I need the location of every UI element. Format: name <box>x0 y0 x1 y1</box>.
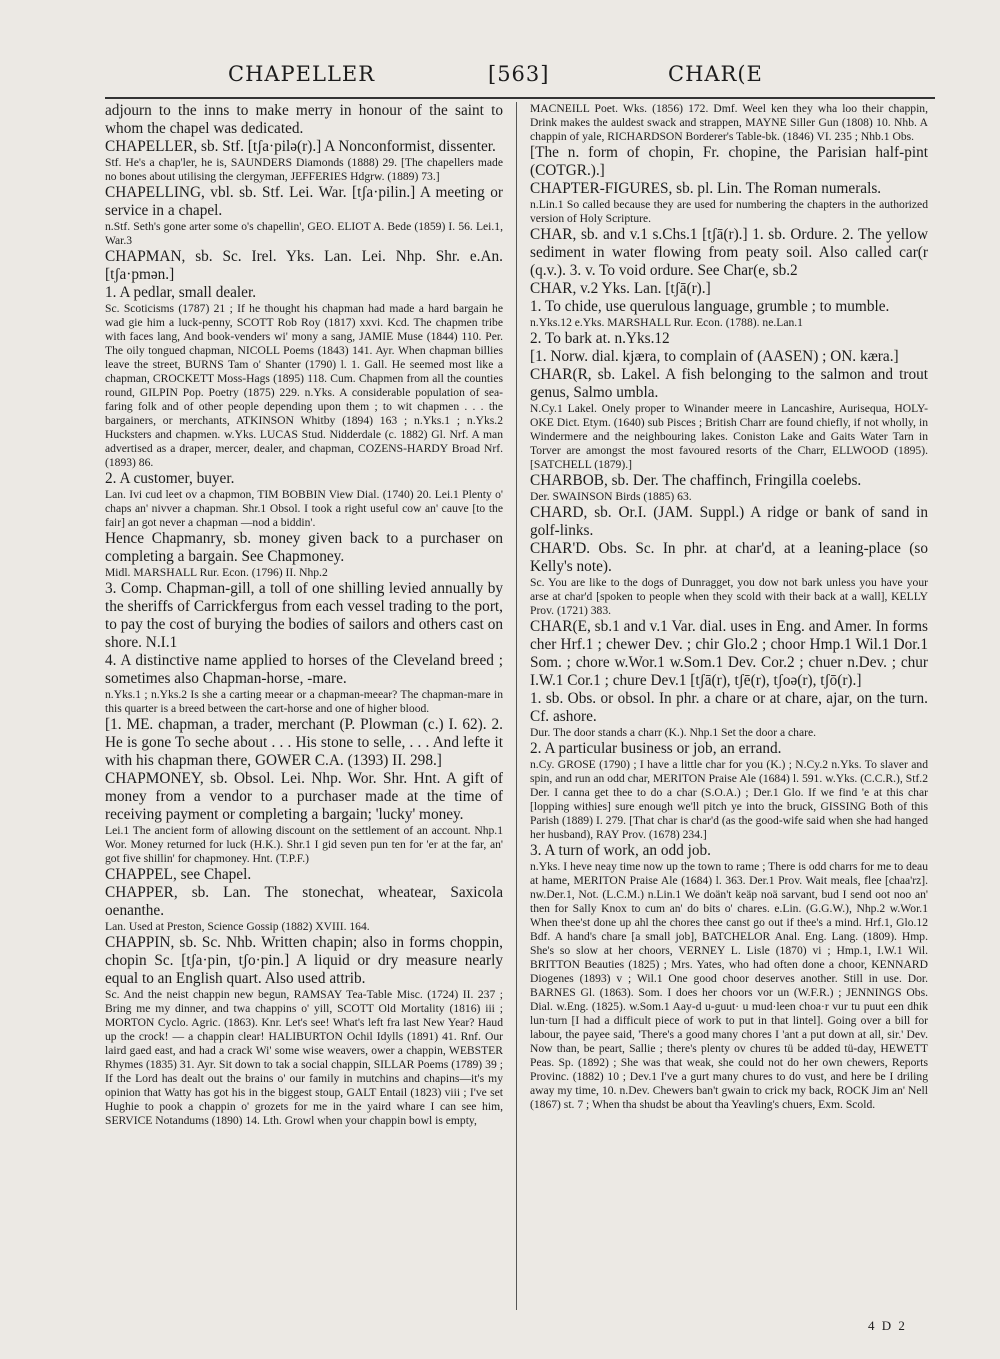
citation-text: N.Cy.1 Lakel. Onely proper to Winander meere in Lancashire, Aurisequa, HOLY-OKE Dict. Etym. (1640) sub Pisces ; British Charr are found chiefly, if not wholly, in Windermere and the neighbouring lakes. Coniston Lake and Gaits Water Tarn in Torver are amongst the most favoured resorts of the Charr, ELLWOOD (1895). [SATCHELL (1879).] <box>530 402 928 471</box>
entry-text: 1. A pedlar, small dealer. <box>105 284 257 301</box>
citation-text: n.Stf. Seth's gone arter some o's chapellin', GEO. ELIOT A. Bede (1859) I. 56. Lei.1, War.3 <box>105 220 503 247</box>
citation-text: Dur. The door stands a charr (K.). Nhp.1 Set the door a chare. <box>530 726 816 739</box>
entry-text: CHAPELLER, sb. Stf. [tʃa·pilə(r).] A Nonconformist, dissenter. <box>105 138 496 155</box>
entry-text: CHAPPEL, see Chapel. <box>105 866 252 883</box>
entry-text: CHAPPIN, sb. Sc. Nhb. Written chapin; also in forms choppin, chopin Sc. [tʃa·pin, tʃo·pin.] A liquid or dry measure nearly equal to an English quart. Also used attrib. <box>105 934 503 987</box>
citation-text: n.Yks. I heve neay time now up the town to rame ; There is odd charrs for me to deau at hame, MERITON Praise Ale (1684) l. 363. Der.1 Prov. Wait meals, flee [chaa'rz]. nw.Der.1, Not. (L.C.M.) n.Lin.1 We doän't keäp noä sarvant, bud I send oot noo an' then for Sally Knox to cum an' do bits o' chares. e.Lin. (G.G.W.), Nhp.2 w.Wor.1 When thee'st done up ahl the chores thee canst go out if thee's a mind. Hrf.1, Glo.12 Bdf. A hand's chare [a small job], BATCHELOR Anal. Eng. Lang. (1809). Hmp. She's so slow at her choors, VERNEY L. Lisle (1870) vi ; Hmp.1, I.W.1 Wil. BRITTON Beauties (1825) ; Mrs. Yates, who had often done a choor, KENNARD Diogenes (1893) v ; Wil.1 One good choor deserves another. Still in use. Dor. BARNES Gl. (1863). Som. I does her choors vor un (W.F.R.) ; JENNINGS Obs. Dial. w.Eng. (1825). w.Som.1 Aay-d u-guut· u mud·leen choa·r vur tu puut een dhik lun·turn [I had a difficult piece of work to put in that lintel]. Going over a bill for labour, the payee said, 'There's a good many chores I 'ant a put down at all, sir.' Dev. Now than, be peart, Sallie ; there's plenty ov chures tü be added tü-day, HEWETT Peas. Sp. (1892) ; She was that weak, she could not do her own chewers, Reports Provinc. (1882) 10 ; Dev.1 I've a gurt many chures to do vust, and here be I driling away my time, 10. n.Dev. Chewers ban't gwain to crick my back, ROCK Jim an' Nell (1867) st. 7 ; When tha shudst be about tha Yeavling's chuers, Exm. Scold. <box>530 860 928 1111</box>
entry-text: adjourn to the inns to make merry in honour of the saint to whom the chapel was dedicated. <box>105 102 503 137</box>
entry-text: 3. Comp. Chapman-gill, a toll of one shilling levied annually by the sheriffs of Carrickfergus from each vessel trading to the port, to pay the cost of burying the bodies of sailors and others cast on shore. N.I.1 <box>105 580 503 651</box>
citation-text: n.Yks.1 ; n.Yks.2 Is she a carting meear or a chapman-meear? The chapman-mare in this quarter is a breed between the cart-horse and one of higher blood. <box>105 688 503 715</box>
header-rule <box>105 97 935 99</box>
entry-text: 2. A particular business or job, an errand. <box>530 740 782 757</box>
entry-text: Hence Chapmanry, sb. money given back to a purchaser on completing a bargain. See Chapmoney. <box>105 530 503 565</box>
citation-text: n.Lin.1 So called because they are used for numbering the chapters in the authorized version of Holy Scripture. <box>530 198 928 225</box>
entry-text: CHAPMAN, sb. Sc. Irel. Yks. Lan. Lei. Nhp. Shr. e.An. [tʃa·pmən.] <box>105 248 503 283</box>
citation-text: Lan. Used at Preston, Science Gossip (1882) XVIII. 164. <box>105 920 370 933</box>
left-column <box>105 102 503 1312</box>
citation-text: Sc. Scoticisms (1787) 21 ; If he thought his chapman had made a hard bargain he wad gie him a luck-penny, SCOTT Rob Roy (1817) xxvi. Kcd. The chapmen tribe with faces lang, And book-venders wi' mony a sang, JAMIE Muse (1844) 110. Per. The oily tongued chapman, NICOLL Poems (1843) 141. Ayr. When chapman billies leave the street, BURNS Tam o' Shanter (1790) l. 1. Gall. He seemed most like a chapman, CROCKETT Moss-Hags (1895) 118. Cum. Chapmen from all the counties round, GILPIN Pop. Poetry (1875) 229. n.Yks. A considerable population of sea-faring folk and of other people depending upon them ; to wit chapmen . . . the bargainers, or merchants, ATKINSON Whitby (1894) 163 ; n.Yks.1 ; n.Yks.2 Hucksters and chapmen. w.Yks. LUCAS Stud. Nidderdale (c. 1882) Gl. Nrf. A man advertised as a draper, mercer, dealer, and chapman, COZENS-HARDY Broad Nrf. (1893) 86. <box>105 302 503 469</box>
entry-text: CHAR, v.2 Yks. Lan. [tʃā(r).] <box>530 280 711 297</box>
entry-text: 1. sb. Obs. or obsol. In phr. a chare or at chare, ajar, on the turn. Cf. ashore. <box>530 690 928 725</box>
entry-text: CHAPELLING, vbl. sb. Stf. Lei. War. [tʃa·pilin.] A meeting or service in a chapel. <box>105 184 503 219</box>
entry-text: CHAR(E, sb.1 and v.1 Var. dial. uses in Eng. and Amer. In forms cher Hrf.1 ; chewer Dev. ; chir Glo.2 ; choor Hmp.1 Wil.1 Dor.1 Som. ; chore w.Wor.1 w.Som.1 Dev. Cor.2 ; chuer n.Dev. ; chur I.W.1 Cor.1 ; chure Dev.1 [tʃā(r), tʃē(r), tʃoə(r), tʃō(r).] <box>530 618 928 689</box>
header-left-headword: CHAPELLER <box>228 62 376 86</box>
entry-text: 2. To bark at. n.Yks.12 <box>530 330 670 347</box>
entry-text: CHAPTER-FIGURES, sb. pl. Lin. The Roman numerals. <box>530 180 882 197</box>
citation-text: Sc. You are like to the dogs of Dunragget, you dow not bark unless you have your arse at char'd [spoken to people when they scold with their back at a wall], KELLY Prov. (1721) 383. <box>530 576 928 617</box>
signature-mark: 4 D 2 <box>868 1318 907 1333</box>
citation-text: MACNEILL Poet. Wks. (1856) 172. Dmf. Weel ken they wha loo their chappin, Drink makes the auldest swack and strappen, MAYNE Siller Gun (1808) 10. Nhb. A chappin of yale, RICHARDSON Borderer's Table-bk. (1846) VI. 235 ; Nhb.1 Obs. <box>530 102 928 143</box>
citation-text: n.Cy. GROSE (1790) ; I have a little char for you (K.) ; N.Cy.2 n.Yks. To slaver and spin, and run an odd char, MERITON Praise Ale (1684) l. 591. w.Yks. (C.C.R.), Stf.2 Der. I canna get thee to do a char (S.O.A.) ; Der.1 Glo. If we find 'e at this char [lopping withies] sure enough we'll pitch ye into the bruck, GISSING Both of this Parish (1889) I. 279. [That char is char'd (as the good-wife said when she had hanged her husband), RAY Prov. (1678) 234.] <box>530 758 928 841</box>
entry-text: 1. To chide, use querulous language, grumble ; to mumble. <box>530 298 890 315</box>
entry-text: CHAR, sb. and v.1 s.Chs.1 [tʃā(r).] 1. sb. Ordure. 2. The yellow sediment in water flowing from peaty soil. Also called car(r (q.v.). 3. v. To void ordure. See Char(e, sb.2 <box>530 226 928 279</box>
citation-text: Lei.1 The ancient form of allowing discount on the settlement of an account. Nhp.1 Wor. Money returned for luck (H.K.). Shr.1 I gid seven pun ten for 'er at the far, an' got five shillin' for chapmoney. Hnt. (T.P.F.) <box>105 824 503 865</box>
entry-text: CHARD, sb. Or.I. (JAM. Suppl.) A ridge or bank of sand in golf-links. <box>530 504 928 539</box>
entry-text: [The n. form of chopin, Fr. chopine, the Parisian half-pint (COTGR.).] <box>530 144 928 179</box>
citation-text: Lan. Ivi cud leet ov a chapmon, TIM BOBBIN View Dial. (1740) 20. Lei.1 Plenty o' chaps an' nivver a chapman. Shr.1 Obsol. I took a right useful cow an' cauve [to the fair] an got never a chapman —nod a biddin'. <box>105 488 503 529</box>
entry-text: 4. A distinctive name applied to horses of the Cleveland breed ; sometimes also Chapman-horse, -mare. <box>105 652 503 687</box>
column-divider <box>516 102 517 1310</box>
entry-text: CHAPMONEY, sb. Obsol. Lei. Nhp. Wor. Shr. Hnt. A gift of money from a vendor to a purchaser made at the time of receiving payment or completing a bargain; 'lucky' money. <box>105 770 503 823</box>
entry-text: 2. A customer, buyer. <box>105 470 235 487</box>
entry-text: CHARBOB, sb. Der. The chaffinch, Fringilla coelebs. <box>530 472 862 489</box>
page-number: [563] <box>488 62 550 86</box>
citation-text: n.Yks.12 e.Yks. MARSHALL Rur. Econ. (1788). ne.Lan.1 <box>530 316 803 329</box>
entry-text: CHAPPER, sb. Lan. The stonechat, wheatear, Saxicola oenanthe. <box>105 884 503 919</box>
entry-text: 3. A turn of work, an odd job. <box>530 842 712 859</box>
header-right-headword: CHAR(E <box>668 62 763 86</box>
citation-text: Sc. And the neist chappin new begun, RAMSAY Tea-Table Misc. (1724) II. 237 ; Bring me my dinner, and twa chappins o' yill, SCOTT Old Mortality (1816) iii ; MORTON Cyclo. Agric. (1863). Knr. Let's see! What's left fra last New Year? Haud up the crock! — a chappin clear! HALIBURTON Ochil Idylls (1891) 41. Rnf. Our laird gaed east, and had a crack Wi' some wise weavers, ower a chappin, WEBSTER Rhymes (1835) 31. Ayr. Sit down to tak a social chappin, SILLAR Poems (1789) 39 ; If the Lord has dealt out the brains o' our family in mutchins and chapins—it's my opinion that Watty has got his in the biggest stoup, GALT Entail (1823) viii ; I've set Hughie to pook a chappin o' grozets for me in the yaird whare I can see him, SERVICE Notandums (1890) 14. Lth. Growl when your chappin bowl is empty, <box>105 988 503 1127</box>
citation-text: Midl. MARSHALL Rur. Econ. (1796) II. Nhp.2 <box>105 566 328 579</box>
citation-text: Der. SWAINSON Birds (1885) 63. <box>530 490 692 503</box>
entry-text: CHAR(R, sb. Lakel. A fish belonging to the salmon and trout genus, Salmo umbla. <box>530 366 928 401</box>
right-column <box>530 102 928 1312</box>
citation-text: Stf. He's a chap'ler, he is, SAUNDERS Diamonds (1888) 29. [The chapellers made no bones about utilising the clergyman, JEFFERIES Hdgrw. (1889) 73.] <box>105 156 503 183</box>
entry-text: CHAR'D. Obs. Sc. In phr. at char'd, at a leaning-place (so Kelly's note). <box>530 540 928 575</box>
entry-text: [1. ME. chapman, a trader, merchant (P. Plowman (c.) I. 62). 2. He is gone To seche about . . . His stone to selle, . . . And lefte it with his chapman there, GOWER C.A. (1393) II. 298.] <box>105 716 503 769</box>
entry-text: [1. Norw. dial. kjæra, to complain of (AASEN) ; ON. kæra.] <box>530 348 899 365</box>
